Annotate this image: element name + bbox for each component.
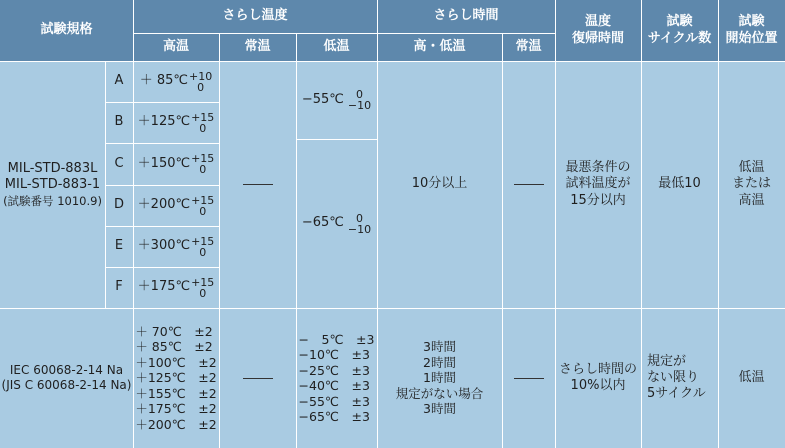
iec-high-temp xyxy=(133,308,219,448)
mil-low2-tol-plus: 0 xyxy=(356,211,364,225)
mil-row-letter: D xyxy=(105,185,133,226)
iec-time-list xyxy=(396,339,484,417)
mil-row-temp-value: ＋125℃ xyxy=(137,114,191,130)
mil-recovery xyxy=(555,61,641,308)
mil-row-high-temp xyxy=(133,267,219,308)
mil-row-high-temp xyxy=(133,143,219,185)
mil-low2-tol-minus: −10 xyxy=(347,222,372,236)
mil-row-tolerance xyxy=(189,71,212,93)
header-cycles-line2: サイクル数 xyxy=(647,30,712,46)
mil-row-tolerance xyxy=(191,153,214,175)
list-item: 3時間 xyxy=(423,401,456,417)
grid-line xyxy=(0,308,785,309)
header-start xyxy=(718,0,785,61)
mil-row-tolerance xyxy=(191,195,214,217)
header-start-line2: 開始位置 xyxy=(725,30,778,46)
grid-line xyxy=(641,0,642,448)
dash-iec-normal-temp xyxy=(243,378,273,379)
mil-row-tol-plus: +10 xyxy=(189,69,213,83)
mil-row-tol-minus: 0 xyxy=(199,204,207,218)
mil-low1-tol xyxy=(348,89,371,111)
mil-spec xyxy=(0,61,105,308)
iec-spec xyxy=(0,308,133,448)
mil-normal-temp xyxy=(219,61,296,308)
iec-start: 低温 xyxy=(718,308,785,448)
mil-start-line1: 低温 xyxy=(738,160,765,176)
list-item: ＋155℃ ±2 xyxy=(135,385,217,401)
mil-row-high-temp xyxy=(133,226,219,267)
list-item: ＋175℃ ±2 xyxy=(135,401,217,417)
mil-row-letter: F xyxy=(105,267,133,308)
mil-start xyxy=(718,61,785,308)
iec-normal-temp xyxy=(219,308,296,448)
header-recovery xyxy=(555,0,641,61)
mil-row-tol-plus: +15 xyxy=(191,234,215,248)
grid-line xyxy=(133,0,134,448)
iec-recovery-line1: さらし時間の xyxy=(558,361,637,377)
grid-line xyxy=(105,185,219,186)
header-start-line1: 試験 xyxy=(738,14,765,30)
mil-row-tol-plus: +15 xyxy=(191,275,215,289)
header-cycles xyxy=(641,0,718,61)
mil-row-tolerance xyxy=(191,236,214,258)
grid-line xyxy=(105,143,219,144)
header-normal: 常温 xyxy=(502,33,555,61)
mil-row-temp-value: ＋150℃ xyxy=(137,155,191,171)
iec-cycles-line2: ない限り xyxy=(647,369,700,385)
mil-spec-line1: MIL-STD-883L xyxy=(7,161,98,177)
mil-row-tol-plus: +15 xyxy=(191,193,215,207)
list-item: 1時間 xyxy=(423,370,456,386)
header-high-temp: 高温 xyxy=(133,33,219,61)
mil-cycles: 最低10 xyxy=(641,61,718,308)
list-item: ＋125℃ ±2 xyxy=(135,370,217,386)
list-item: −10℃ ±3 xyxy=(298,347,370,362)
list-item: 規定がない場合 xyxy=(395,385,484,401)
mil-low1-tol-plus: 0 xyxy=(356,88,364,101)
list-item: ＋ 70℃ ±2 xyxy=(135,323,213,339)
grid-line xyxy=(105,226,219,227)
mil-low1 xyxy=(296,61,377,139)
mil-low1-temp: −55℃ xyxy=(301,91,344,107)
mil-row-letter: A xyxy=(105,61,133,102)
mil-row-letter: C xyxy=(105,143,133,185)
mil-recovery-line1: 最悪条件の xyxy=(565,160,631,176)
mil-low2-tol xyxy=(348,213,371,235)
header-low-temp: 低温 xyxy=(296,33,377,61)
mil-low2-temp: −65℃ xyxy=(301,215,344,231)
mil-row-tolerance xyxy=(191,112,214,134)
iec-time-hl xyxy=(377,308,502,448)
grid-line xyxy=(296,139,377,140)
dash-normal-temp xyxy=(243,184,273,185)
mil-row-tol-minus: 0 xyxy=(199,286,207,300)
list-item: −65℃ ±3 xyxy=(298,409,370,424)
iec-recovery xyxy=(555,308,641,448)
grid-line xyxy=(377,0,378,448)
header-spec: 試験規格 xyxy=(0,0,133,61)
list-item: −25℃ ±3 xyxy=(298,362,370,378)
mil-row-temp-value: ＋200℃ xyxy=(137,197,191,213)
mil-low1-tol-minus: −10 xyxy=(347,99,372,112)
header-exposure-temp: さらし温度 xyxy=(133,0,377,33)
iec-low-temp xyxy=(296,308,377,448)
mil-start-line3: 高温 xyxy=(738,192,765,208)
mil-time-hl: 10分以上 xyxy=(377,61,502,308)
grid-line xyxy=(502,33,503,448)
grid-line xyxy=(555,0,556,448)
mil-row-letter: E xyxy=(105,226,133,267)
grid-line xyxy=(105,102,219,103)
mil-row-tol-minus: 0 xyxy=(197,80,205,94)
grid-line xyxy=(718,0,719,448)
mil-start-line2: または xyxy=(731,176,771,192)
list-item: ＋ 85℃ ±2 xyxy=(135,339,213,355)
list-item: 3時間 xyxy=(423,339,456,355)
grid-line xyxy=(296,33,297,448)
mil-row-letter: B xyxy=(105,102,133,143)
grid-line xyxy=(219,33,220,448)
header-normal-temp: 常温 xyxy=(219,33,296,61)
iec-cycles-line3: 5サイクル xyxy=(647,386,706,402)
iec-high-list xyxy=(135,324,216,433)
mil-row-high-temp xyxy=(133,185,219,226)
list-item: − 5℃ ±3 xyxy=(298,331,375,347)
list-item: −55℃ ±3 xyxy=(298,393,370,409)
header-exposure-time: さらし時間 xyxy=(377,0,555,33)
header-recovery-line1: 温度 xyxy=(584,14,611,30)
grid-line xyxy=(105,267,219,268)
mil-row-tol-plus: +15 xyxy=(191,110,215,124)
mil-row-high-temp xyxy=(133,61,219,102)
dash-time-normal xyxy=(514,184,544,185)
mil-row-high-temp xyxy=(133,102,219,143)
iec-cycles-line1: 規定が xyxy=(647,353,687,369)
mil-row-temp-value: ＋ 85℃ xyxy=(139,73,189,89)
iec-spec-line2: (JIS C 60068-2-14 Na) xyxy=(1,378,132,392)
dash-iec-time-normal xyxy=(514,378,544,379)
mil-row-tol-plus: +15 xyxy=(191,152,215,165)
mil-time-normal xyxy=(502,61,555,308)
iec-recovery-line2: 10%以内 xyxy=(570,378,626,393)
iec-time-normal xyxy=(502,308,555,448)
mil-spec-line2: MIL-STD-883-1 xyxy=(4,177,101,193)
mil-row-tol-minus: 0 xyxy=(199,121,207,135)
iec-spec-line1: IEC 60068-2-14 Na xyxy=(9,363,124,377)
header-high-low: 高・低温 xyxy=(377,33,502,61)
grid-line xyxy=(133,33,555,34)
list-item: −40℃ ±3 xyxy=(298,378,370,393)
mil-row-temp-value: ＋175℃ xyxy=(137,279,191,295)
mil-recovery-line2: 試料温度が xyxy=(565,176,631,192)
mil-row-tol-minus: 0 xyxy=(199,163,207,176)
iec-cycles xyxy=(641,308,718,448)
header-recovery-line2: 復帰時間 xyxy=(571,30,624,46)
header-cycles-line1: 試験 xyxy=(666,14,693,30)
list-item: 2時間 xyxy=(423,354,456,370)
list-item: ＋200℃ ±2 xyxy=(135,416,217,432)
mil-row-tolerance xyxy=(191,277,214,299)
mil-row-temp-value: ＋300℃ xyxy=(137,238,191,254)
mil-row-tol-minus: 0 xyxy=(199,245,207,259)
mil-recovery-line3: 15分以内 xyxy=(570,192,626,208)
iec-low-list xyxy=(299,332,375,425)
mil-low2 xyxy=(296,139,377,308)
list-item: ＋100℃ ±2 xyxy=(135,354,217,370)
grid-line xyxy=(0,61,785,62)
mil-spec-line3: (試験番号 1010.9) xyxy=(3,193,102,208)
